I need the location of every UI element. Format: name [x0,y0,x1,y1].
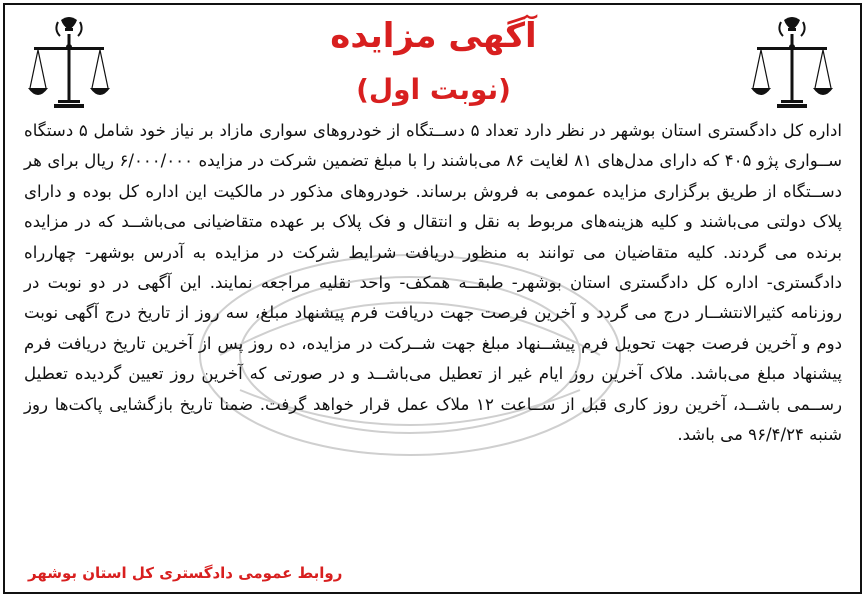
notice-subtitle: (نوبت اول) [356,73,511,106]
scales-of-justice-emblem-icon [28,14,110,124]
notice-body: اداره کل دادگستری استان بوشهر در نظر دارد تعداد ۵ دســتگاه از خودروهای سواری مازاد بر نیاز خود شامل ۵ دستگاه ســواری پژو ۴۰۵ که دارای مدل‌های ۸۱ لغایت ۸۶ می‌باشند را با مبلغ تضمین شرکت در مزایده ۶/۰۰۰/۰۰۰ ریال برای هر دســتگاه از طریق برگزاری مزایده عمومی به فروش برساند. خودروهای مذکور در مالکیت این اداره کل بوده و دارای پلاک دولتی می‌باشند و کلیه هزینه‌های مربوط به نقل و انتقال و فک پلاک بر عهده متقاضیانی می‌باشــد که در مزایده برنده می گردند. کلیه متقاضیان می توانند به منظور دریافت شرایط شرکت در مزایده به آدرس بوشهر- چهارراه دادگستری- اداره کل دادگستری استان بوشهر- طبقــه همکف- واحد نقلیه مراجعه نمایند. این آگهی در دو نوبت در روزنامه کثیرالانتشــار درج می گردد و آخرین فرصت جهت دریافت فرم پیشنهاد مبلغ، سه روز از تاریخ درج آگهی نوبت دوم و آخرین فرصت جهت تحویل فرم پیشــنهاد مبلغ جهت شــرکت در مزایده، ده روز پس از آخرین تاریخ دریافت فرم پیشنهاد مبلغ می‌باشد. ملاک آخرین روز ایام غیر از تعطیل می‌باشــد و در صورتی که آخرین روز تعیین گردیده تعطیل رســمی باشــد، آخرین روز کاری قبل از ســاعت ۱۲ ملاک عمل قرار خواهد گرفت. ضمنا تاریخ بازگشایی پاکت‌ها روز شنبه ۹۶/۴/۲۴ می باشد. [24,121,842,445]
notice-title: آگهی مزایده [330,16,537,56]
notice-footer-signature: روابط عمومی دادگستری کل استان بوشهر [28,564,343,582]
scales-of-justice-emblem-icon [751,14,833,124]
